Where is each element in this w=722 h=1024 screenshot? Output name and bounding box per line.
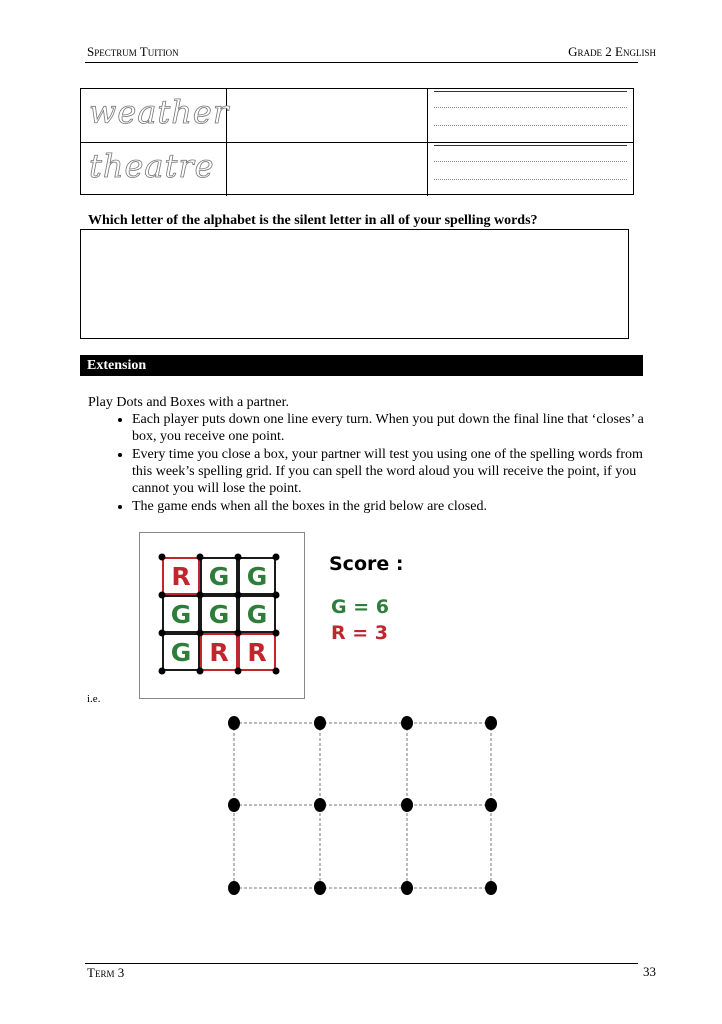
rule-item: • The game ends when all the boxes in the grid below are closed. — [132, 498, 662, 515]
example-dot — [273, 630, 280, 637]
grid-dot — [485, 716, 497, 730]
example-grid-svg — [140, 533, 304, 698]
example-dot — [197, 668, 204, 675]
grid-dot — [228, 716, 240, 730]
trace-word-cell — [81, 143, 227, 196]
score-green: G = 6 — [331, 596, 389, 618]
copy-cell[interactable] — [227, 89, 428, 142]
grid-dot — [401, 716, 413, 730]
example-dot — [273, 668, 280, 675]
example-dot — [235, 592, 242, 599]
score-red: R = 3 — [331, 622, 388, 644]
header-rule — [85, 62, 638, 63]
page-number: 33 — [643, 964, 656, 979]
example-dot — [159, 668, 166, 675]
rule-item: • Every time you close a box, your partner will test you using one of the spelling words from this week’s spelling grid. If you can spell the word aloud you will receive the point, if you cannot you will lose the point. — [132, 446, 662, 497]
header-right: Grade 2 English — [568, 44, 656, 59]
example-dot — [159, 630, 166, 637]
dots-and-boxes-grid[interactable] — [220, 710, 510, 900]
example-dot — [197, 554, 204, 561]
example-game-image — [139, 532, 305, 699]
trace-word-cell — [81, 89, 230, 142]
footer-rule — [85, 963, 638, 964]
trace-word: theatre — [89, 147, 215, 185]
footer-term: Term 3 — [87, 965, 125, 980]
example-dot — [159, 592, 166, 599]
grid-dot — [401, 798, 413, 812]
grid-dot — [314, 881, 326, 895]
example-dot — [197, 592, 204, 599]
example-dot — [273, 592, 280, 599]
grid-dot — [314, 716, 326, 730]
spelling-row — [81, 142, 633, 196]
extension-banner: Extension — [80, 355, 643, 376]
grid-dot — [314, 798, 326, 812]
question-text: Which letter of the alphabet is the silent letter in all of your spelling words? — [88, 213, 538, 228]
grid-dot — [485, 798, 497, 812]
example-letter: G — [170, 600, 192, 629]
example-dot — [235, 668, 242, 675]
grid-dot — [228, 798, 240, 812]
writing-lines-cell[interactable] — [428, 143, 633, 196]
answer-box[interactable] — [80, 229, 629, 339]
example-letter: R — [247, 638, 267, 667]
writing-lines-cell[interactable] — [428, 89, 633, 142]
example-letter: G — [246, 562, 268, 591]
copy-cell[interactable] — [227, 143, 428, 196]
example-dot — [235, 630, 242, 637]
rules-list — [110, 411, 662, 516]
grid-dot — [228, 881, 240, 895]
spelling-row — [81, 89, 633, 142]
example-letter: G — [170, 638, 192, 667]
example-letter: R — [171, 562, 191, 591]
trace-word: weather — [89, 93, 230, 131]
example-dot — [197, 630, 204, 637]
rule-item: • Each player puts down one line every turn. When you put down the final line that ‘closes’ a box, you receive one point. — [132, 411, 662, 445]
example-letter: G — [208, 600, 230, 629]
example-dot — [273, 554, 280, 561]
spelling-table — [80, 88, 634, 195]
extension-intro: Play Dots and Boxes with a partner. — [88, 395, 290, 410]
score-title: Score : — [329, 553, 404, 575]
example-label: i.e. — [87, 693, 101, 705]
header-left: Spectrum Tuition — [87, 44, 179, 59]
example-letter: G — [208, 562, 230, 591]
example-letter: G — [246, 600, 268, 629]
example-dot — [159, 554, 166, 561]
grid-dot — [485, 881, 497, 895]
example-letter: R — [209, 638, 229, 667]
example-dot — [235, 554, 242, 561]
grid-dot — [401, 881, 413, 895]
